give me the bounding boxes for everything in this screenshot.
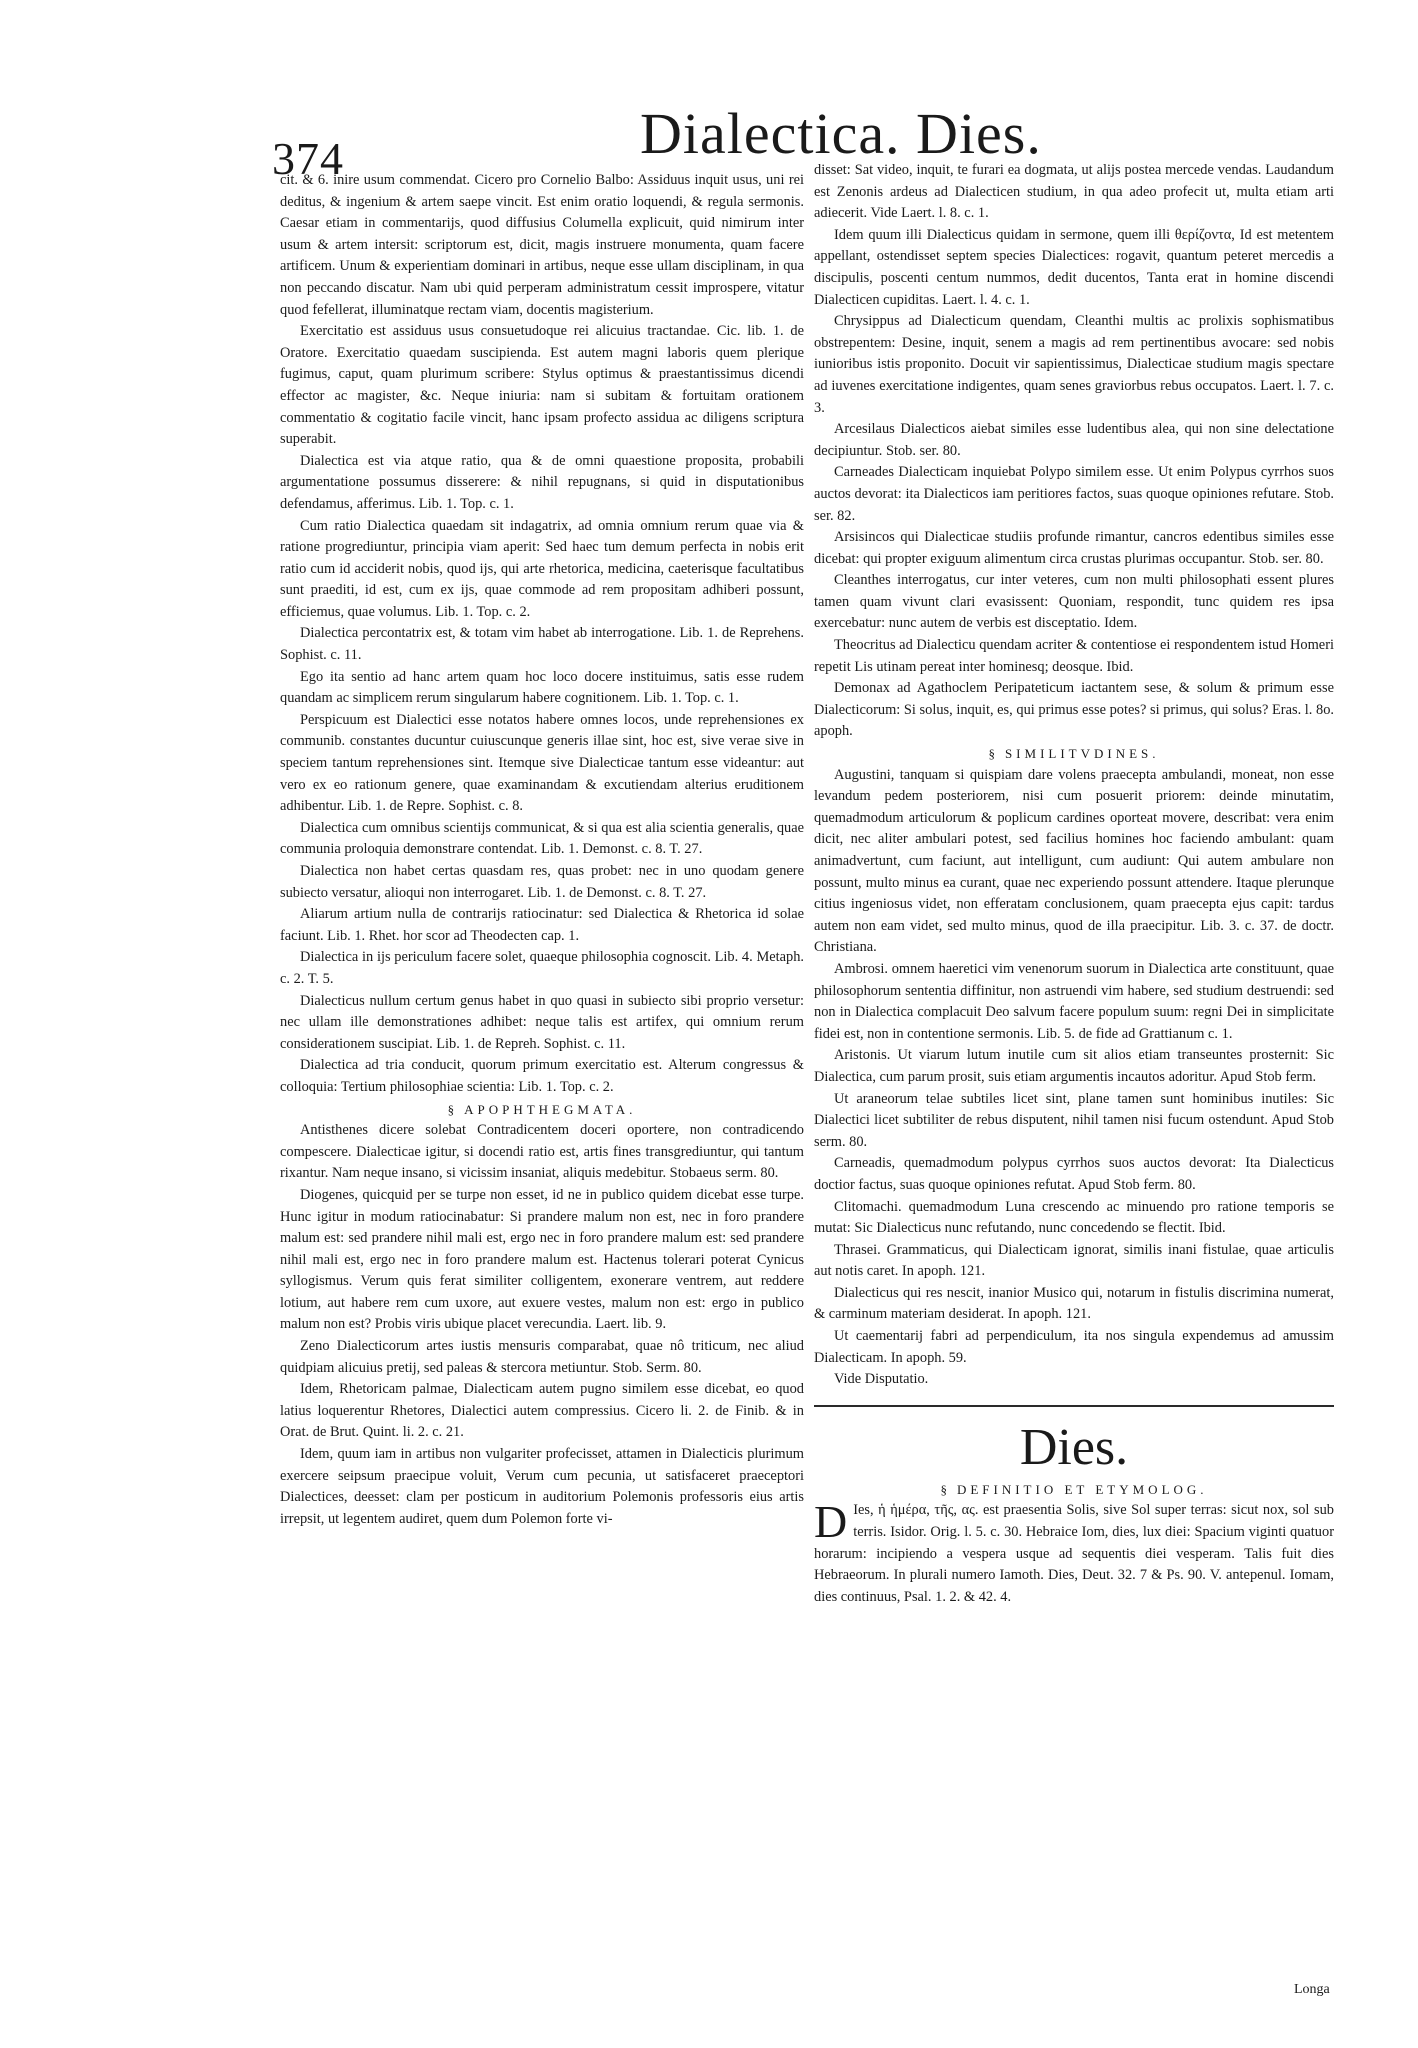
paragraph: Dialectica percontatrix est, & totam vim habet ab interrogatione. Lib. 1. de Reprehens. Sophist. c. 11.	[280, 625, 804, 664]
paragraph: Chrysippus ad Dialecticum quendam, Cleanthi multis ac prolixis sophismatibus obstrepentem: Desine, inquit, senem a magis ad rem pertinentibus avocare: sed nobis iunioribus istis proponito. Docuit vir sapientissimus, Dialecticae studium magis spectare ad iuvenes exercitatione indigentes, quam senes graviorbus rebus occupatos. Laert. l. 7. c. 3.	[814, 313, 1334, 416]
paragraph: Ut araneorum telae subtiles licet sint, plane tamen sunt hominibus inutiles: Sic Dialectici licet subtiliter de rebus disputent, nihil tamen nisi fucum ostendunt. Apud Stob serm. 80.	[814, 1090, 1334, 1150]
paragraph: Thrasei. Grammaticus, qui Dialecticam ignorat, similis inani fistulae, quae articulis aut notis caret. In apoph. 121.	[814, 1241, 1334, 1280]
section-title: Dies.	[1019, 1418, 1129, 1476]
catchword: Longa	[1294, 1982, 1330, 1997]
paragraph: Idem, quum iam in artibus non vulgariter profecisset, attamen in Dialecticis plurimum exercere seipsum praecipue voluit, Verum cum pecunia, ut satisfaceret praeceptori Dialectices, deesset: clam per posticum in auditorium Polemonis professoris eius artis irrepsit, ut legentem audiret, quem dum Polemon forte vi-	[280, 1446, 804, 1527]
paragraph: Cleanthes interrogatus, cur inter veteres, cum non multi philosophati essent plures tamen quam vivunt clari evasissent: Quoniam, respondit, tunc quidem res ipsa exercebatur: nunc autem de verbis est disceptatio. Idem.	[814, 572, 1334, 632]
paragraph: Dialecticus nullum certum genus habet in quo quasi in subiecto sibi proprio versetur: nec ullam ille demonstrationes adhibet: neque talis est artifex, qui omnium rerum considerationem suscipiat. Lib. 1. de Repreh. Sophist. c. 11.	[280, 992, 804, 1052]
paragraph: Carneades Dialecticam inquiebat Polypo similem esse. Ut enim Polypus cyrrhos suos auctos devorat: ita Dialecticos iam peritiores factos, suas quoque opiniones refutare. Stob. ser. 82.	[814, 464, 1334, 524]
paragraph: Arcesilaus Dialecticos aiebat similes esse ludentibus alea, qui non sine delectatione decipiuntur. Stob. ser. 80.	[814, 421, 1334, 459]
paragraph: Diogenes, quicquid per se turpe non esset, id ne in publico quidem dicebat esse turpe. Hunc igitur in modum ratiocinabatur: Si prandere malum non est, nec in foro prandere malum est: sed prandere nihil mali est, ergo nec in foro prandere malum est: sed prandere nihil mali est, ergo nec in foro prandere malum est. Hactenus tolerari poterat Cynicus syllogismus. Verum quis ferat similiter colligentem, exonerare ventrem, aut reddere lotium, aut habere rem cum uxore, aut exuere vestes, malum non est: ergo in publico malum non est? Probis viris ubique placet verecundia. Laert. lib. 9.	[280, 1186, 804, 1333]
paragraph: Dialectica in ijs periculum facere solet, quaeque philosophia cognoscit. Lib. 4. Metaph. c. 2. T. 5.	[280, 949, 804, 987]
paragraph-text: Ies, ἡ ἡμέρα, τῆς, ας. est praesentia Solis, sive Sol super terras: sicut nox, sol sub terris. Isidor. Orig. l. 5. c. 30. Hebraice Iom, dies, lux diei: Spacium viginti quatuor horarum: incipiendo a vespera usque ad sequentis diei vesperam. Talis fuit dies Hebraeorum. In plurali numero Iamoth. Dies, Deut. 32. 7 & Ps. 90. V. antepenul. Iomam, dies continuus, Psal. 1. 2. & 42. 4.	[814, 1502, 1334, 1605]
paragraph: Zeno Dialecticorum artes iustis mensuris comparabat, quae nô triticum, nec aliud quidpiam alicuius pretij, sed paleas & stercora metiuntur. Stob. Serm. 80.	[280, 1338, 804, 1376]
paragraph: Dialectica est via atque ratio, qua & de omni quaestione proposita, probabili argumentatione possumus disserere: & nihil repugnans, si quid in disputationibus defendamus, afferimus. Lib. 1. Top. c. 1.	[280, 452, 804, 512]
paragraph: Dialectica cum omnibus scientijs communicat, & si qua est alia scientia generalis, quae communia proloquia demonstrare contendat. Lib. 1. Demonst. c. 8. T. 27.	[280, 819, 804, 858]
paragraph: Augustini, tanquam si quispiam dare volens praecepta ambulandi, moneat, non esse levandum pedem posteriorem, nisi cum posuerit priorem: deinde minutatim, quemadmodum articulorum & poplicum cardines oporteat movere, describat: vera enim dicit, nec aliter ambulari potest, sed facilius homines hoc faciendo ambulant: quam animadvertunt, cum faciunt, aut intelligunt, cum audiunt: Qui autem ambulare non possunt, multo minus ea curant, quae nec experiendo possunt attendere. Itaque plerunque citius ingeniosus videt, non efferatam conclusionem, quam praecepta ejus capit: tardus autem non eam videt, sed multo minus, quod de illa praecipitur. Lib. 3. c. 37. de doctr. Christiana.	[814, 766, 1334, 956]
right-column	[814, 160, 1334, 1608]
paragraph: Ego ita sentio ad hanc artem quam hoc loco docere instituimus, satis esse rudem quandam ac simplicem rerum singularum habere cognitionem. Lib. 1. Top. c. 1.	[280, 668, 804, 707]
paragraph: Antisthenes dicere solebat Contradicentem doceri oportere, non contradicendo compescere. Dialecticae igitur, si docendi ratio est, artis fines transgrediuntur, qui tantum rixantur. Nam neque insano, si vicissim insaniat, aliquis medebitur. Stobaeus serm. 80.	[280, 1122, 804, 1182]
paragraph: Exercitatio est assiduus usus consuetudoque rei alicuius tractandae. Cic. lib. 1. de Oratore. Exercitatio quaedam suscipienda. Est autem magni laboris quem plerique fugimus, caput, quam plurimum scribere: Stylus optimus & praestantissimus dicendi effector ac magister, &c. Neque iniuria: nam si subitam & fortuitam orationem commentatio & cogitatio facile vincit, hanc ipsam profecto assidua ac diligens scriptura superabit.	[280, 323, 804, 448]
paragraph: Demonax ad Agathoclem Peripateticum iactantem sese, & solum & primum esse Dialecticorum: Si solus, inquit, es, qui primus esse potes? si primus, qui solus? Eras. l. 8o. apoph.	[814, 680, 1334, 740]
section-rule	[814, 1405, 1334, 1407]
paragraph	[814, 1496, 1334, 1608]
paragraph: Vide Disputatio.	[834, 1371, 929, 1388]
page-number: 374	[272, 133, 344, 184]
paragraph: Ut caementarij fabri ad perpendiculum, ita nos singula expendemus ad amussim Dialecticam. In apoph. 59.	[814, 1328, 1334, 1366]
paragraph: Cum ratio Dialectica quaedam sit indagatrix, ad omnia omnium rerum quae via & ratione progrediuntur, principia viam aperit: Sed haec tum demum perfecta in nobis erit ratio cum id acciderit nobis, quod ijs, qui arte rhetorica, medicina, caeterisque facultatibus sunt praediti, id est, cum ex ijs, quae commode ad rem propositam adhiberi possunt, efficiemus, quae volumus. Lib. 1. Top. c. 2.	[280, 517, 804, 620]
paragraph: Perspicuum est Dialectici esse notatos habere omnes locos, unde reprehensiones ex communib. constantes ducuntur cuiuscunque generis illae sint, hoc est, sive verae sive in speciem tantum reprehensiones sint. Itemque sive Dialecticae tantum esse videantur: aut vero ex eo rationum genere, quae examinandam & excutiendam alterius eruditionem adhibentur. Lib. 1. de Repre. Sophist. c. 8.	[280, 711, 804, 815]
section-heading-text: APOPHTHEGMATA.	[464, 1101, 637, 1117]
section-heading	[814, 1479, 1334, 1501]
paragraph: Clitomachi. quemadmodum Luna crescendo ac minuendo pro ratione temporis se mutat: Sic Dialecticus nunc refutando, nunc concedendo se flectit. Ibid.	[814, 1198, 1334, 1237]
paragraph: Dialecticus qui res nescit, inanior Musico qui, notarum in fistulis discrimina numerat, & carminum materiam desiderat. In apoph. 121.	[814, 1284, 1334, 1323]
section-heading-text: DEFINITIO ET ETYMOLOG.	[956, 1481, 1208, 1497]
paragraph: Dialectica ad tria conducit, quorum primum exercitatio est. Alterum congressus & colloquia: Tertium philosophiae scientia: Lib. 1. Top. c. 2.	[280, 1057, 804, 1095]
paragraph: Idem quum illi Dialecticus quidam in sermone, quem illi θερίζοντα, Id est metentem appellant, ostendisset septem species Dialectices: rogavit, quantum peteret mercedis a discipulis, poscenti centum nummos, dedit ducentos, Tanta erat in homine discendi Dialecticen cupiditas. Laert. l. 4. c. 1.	[814, 226, 1334, 308]
pilcrow-icon: §	[447, 1101, 455, 1117]
section-heading	[280, 1099, 804, 1121]
section-heading	[814, 743, 1334, 765]
paragraph: Arsisincos qui Dialecticae studiis profunde rimantur, cancros edentibus similes esse dicebat: qui propter exiguum alimentum circa crustas plurimas occupantur. Stob. ser. 80.	[814, 529, 1334, 567]
paragraph: Theocritus ad Dialecticu quendam acriter & contentiose ei respondentem istud Homeri repetit Lis utinam pereat inter hominesq; deosque. Ibid.	[814, 637, 1334, 675]
drop-cap: D	[814, 1496, 848, 1548]
paragraph: Carneadis, quemadmodum polypus cyrrhos suos auctos devorat: Ita Dialecticus doctior factus, suas quoque opiniones refutat. Apud Stob ferm. 80.	[814, 1155, 1334, 1193]
paragraph: Aliarum artium nulla de contrarijs ratiocinatur: sed Dialectica & Rhetorica id solae faciunt. Lib. 1. Rhet. hor scor ad Theodecten cap. 1.	[280, 906, 804, 944]
pilcrow-icon: §	[988, 746, 995, 762]
running-title: Dialectica. Dies.	[640, 101, 1042, 166]
paragraph: Idem, Rhetoricam palmae, Dialecticam autem pugno similem esse dicebat, eo quod latius loquerentur Rhetores, Dialectici autem compressius. Cicero li. 2. de Finib. & in Orat. de Brut. Quint. li. 2. c. 21.	[280, 1381, 804, 1441]
paragraph: Ambrosi. omnem haeretici vim venenorum suorum in Dialectica arte constituunt, quae philosophorum sententia diffinitur, non astruendi vim habere, sed studium destruendi: sed non in Dialectica complacuit Deo salvum facere populum suum: regni Dei in simplicitate fidei est, non in contentione sermonis. Lib. 5. de fide ad Grattianum c. 1.	[814, 960, 1334, 1042]
paragraph: disset: Sat video, inquit, te furari ea dogmata, ut alijs postea mercede vendas. Laudandum est Zenonis ardeus ad Dialecticen studium, in qua adeo profecit ut, multa etiam arti adiecerit. Vide Laert. l. 8. c. 1.	[814, 162, 1334, 222]
paragraph: cit. & 6. inire usum commendat. Cicero pro Cornelio Balbo: Assiduus inquit usus, uni rei deditus, & ingenium & artem saepe vincit. Est enim oratio loquendi, & regula sermonis. Caesar etiam in commentarijs, quod diffusius Columella explicuit, quid nimirum inter usum & artem intersit: scriptorum est, dicit, magis instruere monumenta, quam facere artificem. Unum & experientiam dominari in artibus, neque esse ullam disciplinam, in qua non peccando discatur. Nam ubi quid perperam administratum cessit improspere, vitatur quod fefellerat, illuminatque rectam viam, docentis magisterium.	[280, 172, 804, 318]
paragraph: Dialectica non habet certas quasdam res, quas probet: nec in uno quodam genere subiecto versatur, alioqui non interrogaret. Lib. 1. de Demonst. c. 8. T. 27.	[280, 863, 804, 901]
section-heading-text: SIMILITVDINES.	[1004, 746, 1160, 762]
paragraph: Aristonis. Ut viarum lutum inutile cum sit alios etiam transeuntes prosternit: Sic Dialectica, cum parum prosit, suis etiam argumentis incautos adoritur. Apud Stob ferm.	[814, 1047, 1334, 1085]
left-column	[280, 170, 804, 1530]
pilcrow-icon: §	[940, 1481, 947, 1497]
